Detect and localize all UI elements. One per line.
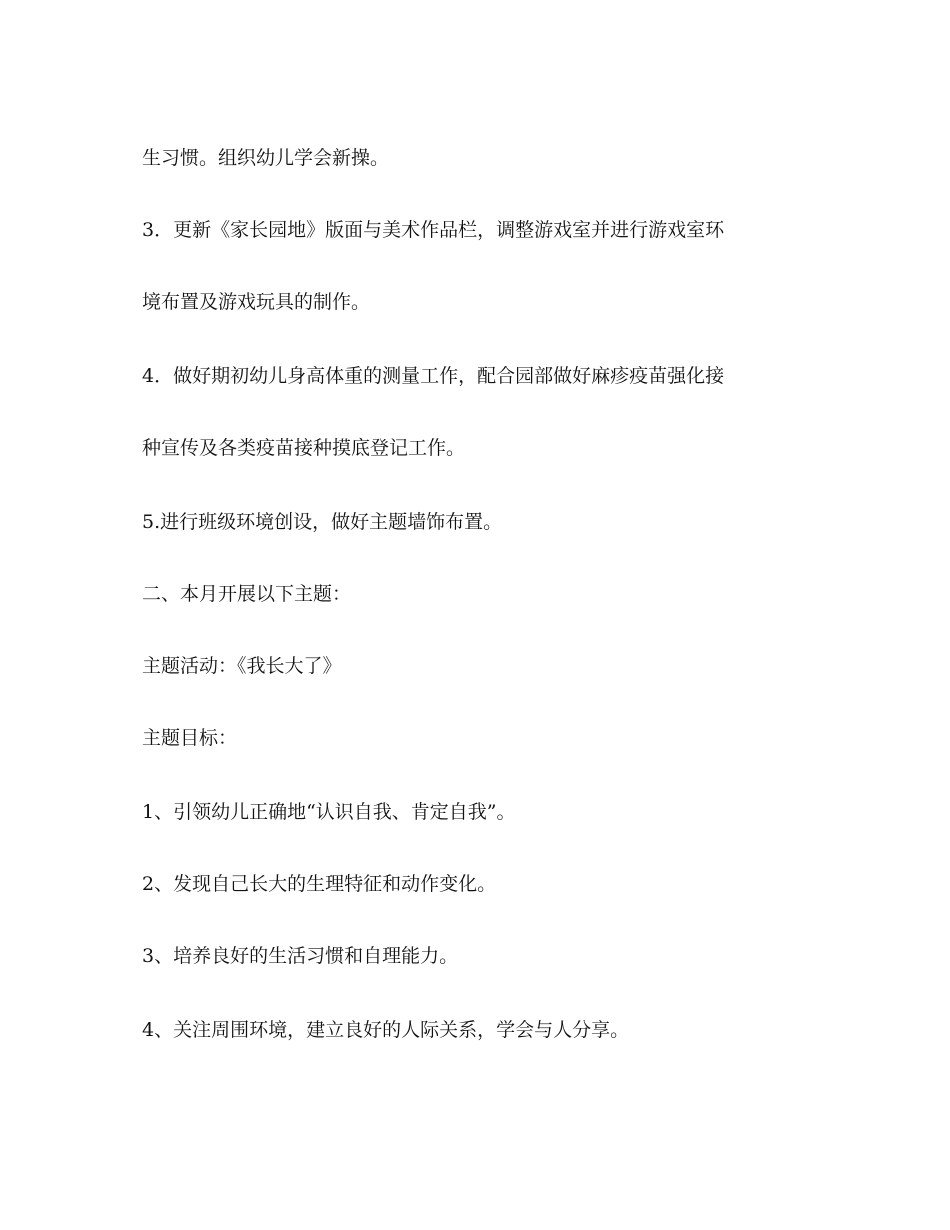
theme-goals-heading: 主题目标： <box>142 727 238 749</box>
goal-item-2: 2、发现自己长大的生理特征和动作变化。 <box>142 873 497 895</box>
goal-item-4: 4、关注周围环境，建立良好的人际关系，学会与人分享。 <box>142 1019 630 1041</box>
goal-item-1: 1、引领幼儿正确地“认识自我、肯定自我”。 <box>142 801 516 823</box>
theme-activity-title: 主题活动：《我长大了》 <box>142 655 342 677</box>
text-line-item-5: 5.进行班级环境创设，做好主题墙饰布置。 <box>142 511 503 533</box>
text-line-item-3: 3．更新《家长园地》版面与美术作品栏，调整游戏室并进行游戏室环 <box>142 219 725 241</box>
text-line-habits: 生习惯。组织幼儿学会新操。 <box>142 147 390 169</box>
text-line-item-4-cont: 种宣传及各类疫苗接种摸底登记工作。 <box>142 437 466 459</box>
text-line-item-3-cont: 境布置及游戏玩具的制作。 <box>142 291 371 313</box>
goal-item-3: 3、培养良好的生活习惯和自理能力。 <box>142 945 459 967</box>
text-line-item-4: 4．做好期初幼儿身高体重的测量工作，配合园部做好麻疹疫苗强化接 <box>142 365 725 387</box>
section-heading-themes: 二、本月开展以下主题： <box>142 583 352 605</box>
